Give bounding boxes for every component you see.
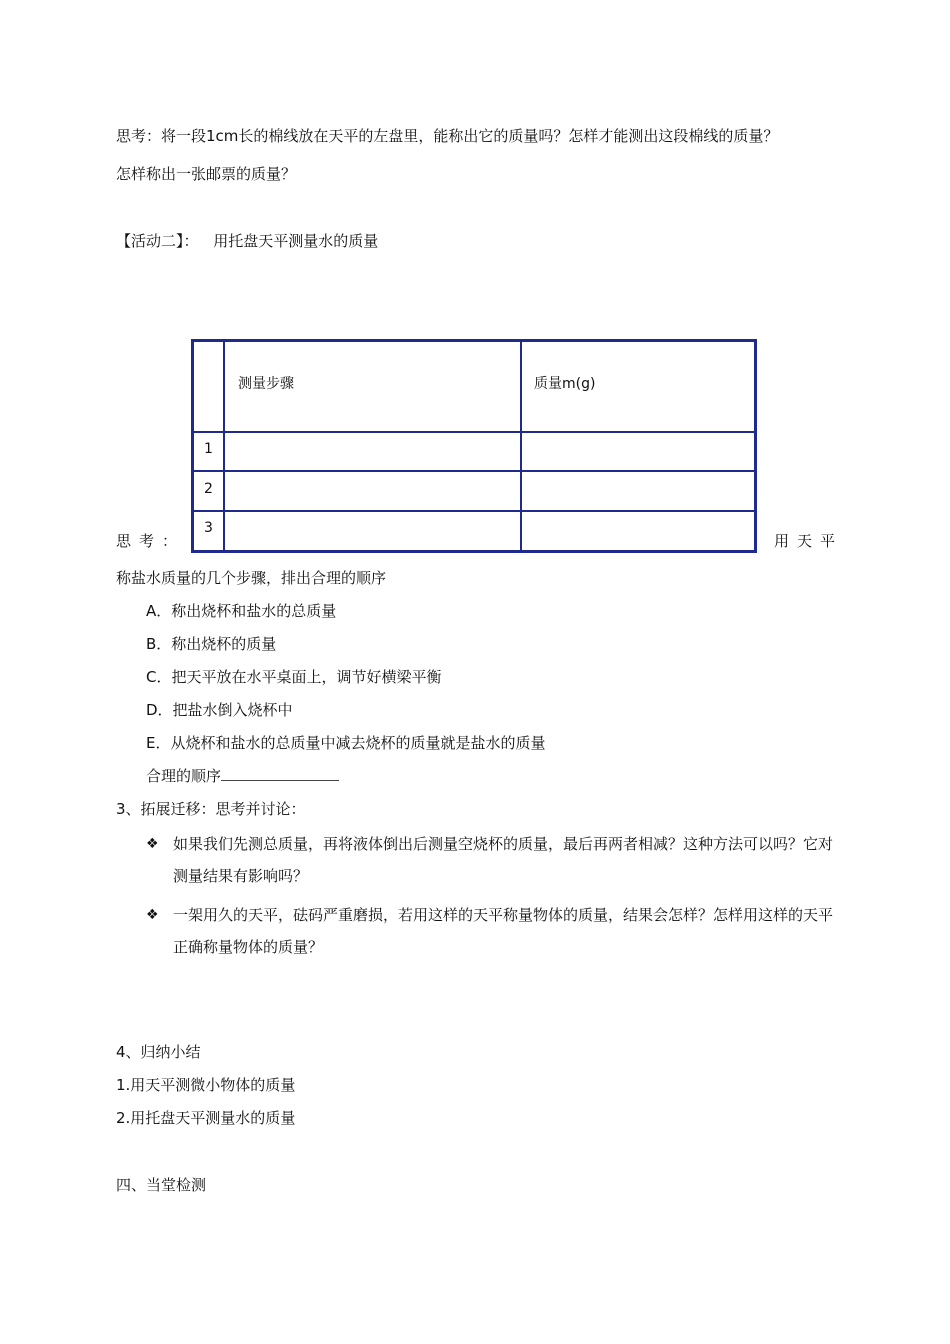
table-divider (194, 470, 754, 472)
think-question-body: 称盐水质量的几个步骤，排出合理的顺序 (116, 569, 387, 587)
think-continuation: 用天平 (774, 532, 844, 550)
table-divider (520, 342, 522, 550)
activity-heading (116, 231, 378, 251)
diamond-bullet-icon: ❖ (146, 907, 159, 923)
option-b: B．称出烧杯的质量 (146, 635, 277, 653)
option-a: A．称出烧杯和盐水的总质量 (146, 602, 337, 620)
option-e: E．从烧杯和盐水的总质量中减去烧杯的质量就是盐水的质量 (146, 734, 546, 752)
activity-bracket: 【活动二】： (116, 232, 199, 250)
extension-heading: 3、拓展迁移：思考并讨论： (116, 800, 306, 818)
table-row-index: 3 (204, 520, 213, 536)
summary-item: 1.用天平测微小物体的质量 (116, 1076, 296, 1094)
table-header-steps: 测量步骤 (238, 376, 294, 392)
order-label: 合理的顺序 (146, 767, 222, 785)
section-heading: 四、当堂检测 (116, 1176, 207, 1194)
think-question-line-2: 怎样称出一张邮票的质量？ (116, 165, 297, 183)
table-row-index: 1 (204, 441, 213, 457)
table-divider (223, 342, 225, 550)
think-question-line-1: 思考：将一段1cm长的棉线放在天平的左盘里，能称出它的质量吗？怎样才能测出这段棉线的质量？ (116, 127, 779, 145)
table-row-index: 2 (204, 481, 213, 497)
order-blank[interactable] (221, 766, 339, 781)
summary-heading: 4、归纳小结 (116, 1043, 201, 1061)
option-c: C．把天平放在水平桌面上，调节好横梁平衡 (146, 668, 442, 686)
diamond-bullet-icon: ❖ (146, 836, 159, 852)
activity-title: 用托盘天平测量水的质量 (213, 232, 379, 250)
order-answer (146, 766, 339, 786)
extension-question-1: 如果我们先测总质量，再将液体倒出后测量空烧杯的质量，最后再两者相减？这种方法可以吗？它对测量结果有影响吗？ (173, 835, 834, 885)
option-d: D．把盐水倒入烧杯中 (146, 701, 293, 719)
summary-item: 2.用托盘天平测量水的质量 (116, 1109, 296, 1127)
table-divider (194, 431, 754, 433)
table-divider (194, 510, 754, 512)
measurement-table (191, 339, 757, 553)
think-label: 思考： (116, 532, 186, 550)
extension-question-2: 一架用久的天平，砝码严重磨损，若用这样的天平称量物体的质量，结果会怎样？怎样用这样的天平正确称量物体的质量？ (173, 906, 834, 956)
table-header-mass: 质量m(g) (534, 376, 596, 392)
